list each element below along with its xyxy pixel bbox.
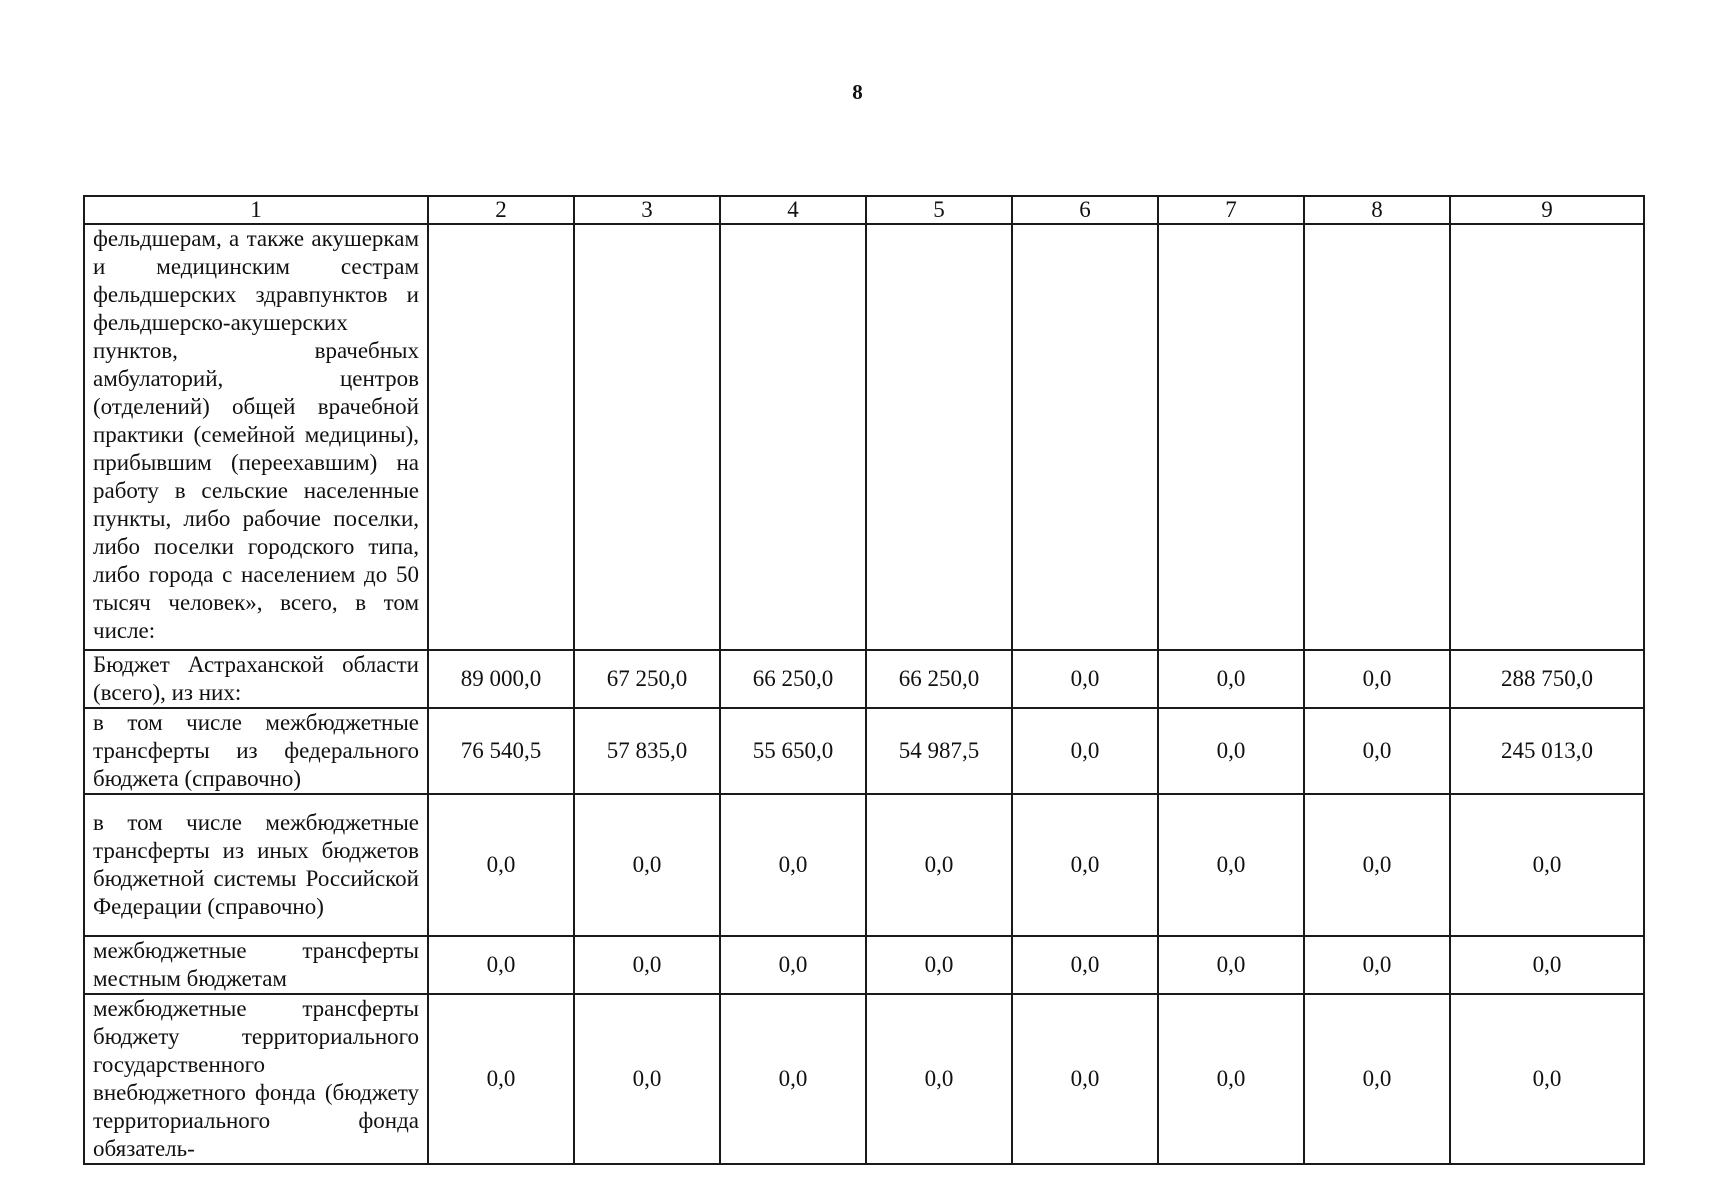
value-cell: 0,0: [866, 794, 1012, 936]
column-header: 9: [1450, 196, 1644, 224]
column-header: 7: [1158, 196, 1304, 224]
value-cell: 0,0: [1012, 794, 1158, 936]
value-cell: 0,0: [1158, 708, 1304, 794]
value-cell: 245 013,0: [1450, 708, 1644, 794]
page-number: 8: [852, 80, 863, 104]
value-cell: 0,0: [1304, 994, 1450, 1164]
value-cell: 0,0: [1158, 994, 1304, 1164]
table-row: [84, 994, 1644, 1164]
value-cell: 66 250,0: [866, 650, 1012, 708]
value-cell: 0,0: [1012, 650, 1158, 708]
value-cell: [428, 224, 574, 650]
value-cell: [574, 224, 720, 650]
value-cell: 0,0: [574, 994, 720, 1164]
column-header: 2: [428, 196, 574, 224]
value-cell: 55 650,0: [720, 708, 866, 794]
value-cell: [1012, 224, 1158, 650]
value-cell: 0,0: [1304, 650, 1450, 708]
table-row: [84, 650, 1644, 708]
value-cell: 0,0: [720, 994, 866, 1164]
table-row: [84, 794, 1644, 936]
value-cell: [1450, 224, 1644, 650]
column-header: 4: [720, 196, 866, 224]
table-row: [84, 224, 1644, 650]
value-cell: 0,0: [1012, 708, 1158, 794]
value-cell: 0,0: [720, 936, 866, 994]
column-header: 6: [1012, 196, 1158, 224]
value-cell: 66 250,0: [720, 650, 866, 708]
value-cell: 0,0: [1450, 994, 1644, 1164]
value-cell: 0,0: [574, 794, 720, 936]
value-cell: [1158, 224, 1304, 650]
table-header-row: [84, 196, 1644, 224]
value-cell: 54 987,5: [866, 708, 1012, 794]
value-cell: 0,0: [866, 994, 1012, 1164]
value-cell: [866, 224, 1012, 650]
value-cell: 0,0: [1012, 994, 1158, 1164]
value-cell: 288 750,0: [1450, 650, 1644, 708]
column-header: 5: [866, 196, 1012, 224]
row-label-cell: в том числе межбюджетные трансферты из иных бюджетов бюджетной системы Российской Федерации (справочно): [84, 794, 428, 936]
value-cell: 89 000,0: [428, 650, 574, 708]
row-label-cell: межбюджетные трансферты бюджету территориального государственного внебюджетного фонда (бюджету территориального фонда обязатель-: [84, 994, 428, 1164]
value-cell: 0,0: [1304, 708, 1450, 794]
row-label-cell: Бюджет Астраханской области (всего), из них:: [84, 650, 428, 708]
budget-table: [83, 195, 1645, 1165]
table-row: [84, 936, 1644, 994]
value-cell: 0,0: [720, 794, 866, 936]
row-label-cell: в том числе межбюджетные трансферты из федерального бюджета (справочно): [84, 708, 428, 794]
value-cell: 76 540,5: [428, 708, 574, 794]
value-cell: 0,0: [1304, 936, 1450, 994]
value-cell: 0,0: [1450, 936, 1644, 994]
value-cell: 0,0: [1158, 650, 1304, 708]
value-cell: 67 250,0: [574, 650, 720, 708]
value-cell: 0,0: [428, 994, 574, 1164]
column-header: 1: [84, 196, 428, 224]
value-cell: [720, 224, 866, 650]
value-cell: 57 835,0: [574, 708, 720, 794]
value-cell: 0,0: [1304, 794, 1450, 936]
value-cell: 0,0: [1158, 936, 1304, 994]
row-label-cell: межбюджетные трансферты местным бюджетам: [84, 936, 428, 994]
row-label-cell: фельдшерам, а также акушеркам и медицинским сестрам фельдшерских здравпунктов и фельдшерско-акушерских пунктов, врачебных амбулаторий, центров (отделений) общей врачебной практики (семейной медицины), прибывшим (переехавшим) на работу в сельские населенные пункты, либо рабочие поселки, либо поселки городского типа, либо города с населением до 50 тысяч человек», всего, в том числе:: [84, 224, 428, 650]
column-header: 3: [574, 196, 720, 224]
value-cell: 0,0: [574, 936, 720, 994]
value-cell: 0,0: [1450, 794, 1644, 936]
value-cell: [1304, 224, 1450, 650]
table-row: [84, 708, 1644, 794]
value-cell: 0,0: [866, 936, 1012, 994]
value-cell: 0,0: [1012, 936, 1158, 994]
value-cell: 0,0: [1158, 794, 1304, 936]
value-cell: 0,0: [428, 794, 574, 936]
value-cell: 0,0: [428, 936, 574, 994]
column-header: 8: [1304, 196, 1450, 224]
